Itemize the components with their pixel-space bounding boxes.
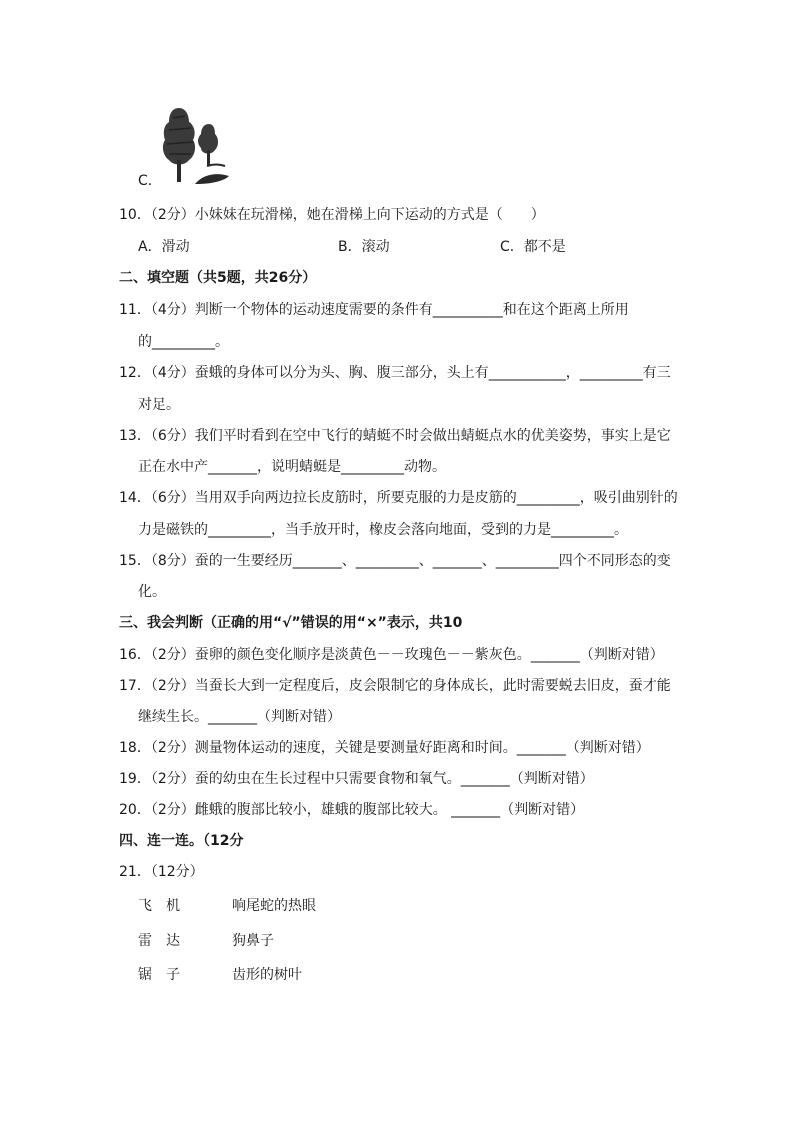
question-13-line1: 13．（6分）我们平时看到在空中飞行的蜻蜓不时会做出蜻蜓点水的优美姿势，事实上是它 [119, 428, 671, 444]
section-3-heading: 三、我会判断（正确的用“√”错误的用“×”表示，共10 [119, 615, 463, 631]
question-20: 20．（2分）雌蛾的腹部比较小，雄蛾的腹部比较大。 _______（判断对错） [119, 802, 585, 818]
section-2-heading: 二、填空题（共5题，共26分） [119, 270, 317, 286]
match-left-item: 锯 子 [138, 967, 180, 983]
question-14-line2: 力是磁铁的_________，当手放开时，橡皮会落向地面，受到的力是_________。 [138, 522, 628, 538]
question-10-option-c: C．都不是 [500, 239, 566, 255]
trees-illustration [155, 104, 237, 188]
question-11-line2: 的_________。 [138, 334, 229, 350]
match-right-item: 响尾蛇的热眼 [232, 898, 316, 914]
question-16: 16．（2分）蚕卵的颜色变化顺序是淡黄色－－玫瑰色－－紫灰色。_______（判断对错） [119, 647, 664, 663]
question-15-line2: 化。 [138, 584, 166, 600]
question-17-line2: 继续生长。_______（判断对错） [138, 709, 341, 725]
question-10-stem: 10．（2分）小妹妹在玩滑梯，她在滑梯上向下运动的方式是（ ） [119, 207, 545, 223]
question-12-line1: 12．（4分）蚕蛾的身体可以分为头、胸、腹三部分，头上有___________，_________有三 [119, 365, 671, 381]
question-13-line2: 正在水中产_______，说明蜻蜓是_________动物。 [138, 459, 446, 475]
option-c-label: C． [138, 173, 162, 189]
question-19: 19．（2分）蚕的幼虫在生长过程中只需要食物和氧气。_______（判断对错） [119, 771, 594, 787]
question-12-line2: 对足。 [138, 397, 180, 413]
question-18: 18．（2分）测量物体运动的速度，关键是要测量好距离和时间。_______（判断对错） [119, 740, 650, 756]
question-17-line1: 17．（2分）当蚕长大到一定程度后，皮会限制它的身体成长，此时需要蜕去旧皮，蚕才能 [119, 678, 671, 694]
question-21-stem: 21．（12分） [119, 864, 204, 880]
match-right-item: 狗鼻子 [232, 933, 274, 949]
question-10-option-a: A．滑动 [138, 239, 190, 255]
match-left-item: 飞 机 [138, 898, 180, 914]
match-right-item: 齿形的树叶 [232, 967, 302, 983]
question-15-line1: 15．（8分）蚕的一生要经历_______、_________、_______、_________四个不同形态的变 [119, 553, 671, 569]
section-4-heading: 四、连一连。（12分 [119, 833, 244, 849]
match-left-item: 雷 达 [138, 933, 180, 949]
question-11-line1: 11．（4分）判断一个物体的运动速度需要的条件有__________和在这个距离上所用 [119, 302, 629, 318]
question-10-option-b: B．滚动 [338, 239, 390, 255]
question-14-line1: 14．（6分）当用双手向两边拉长皮筋时，所要克服的力是皮筋的_________，吸引曲别针的 [119, 490, 678, 506]
